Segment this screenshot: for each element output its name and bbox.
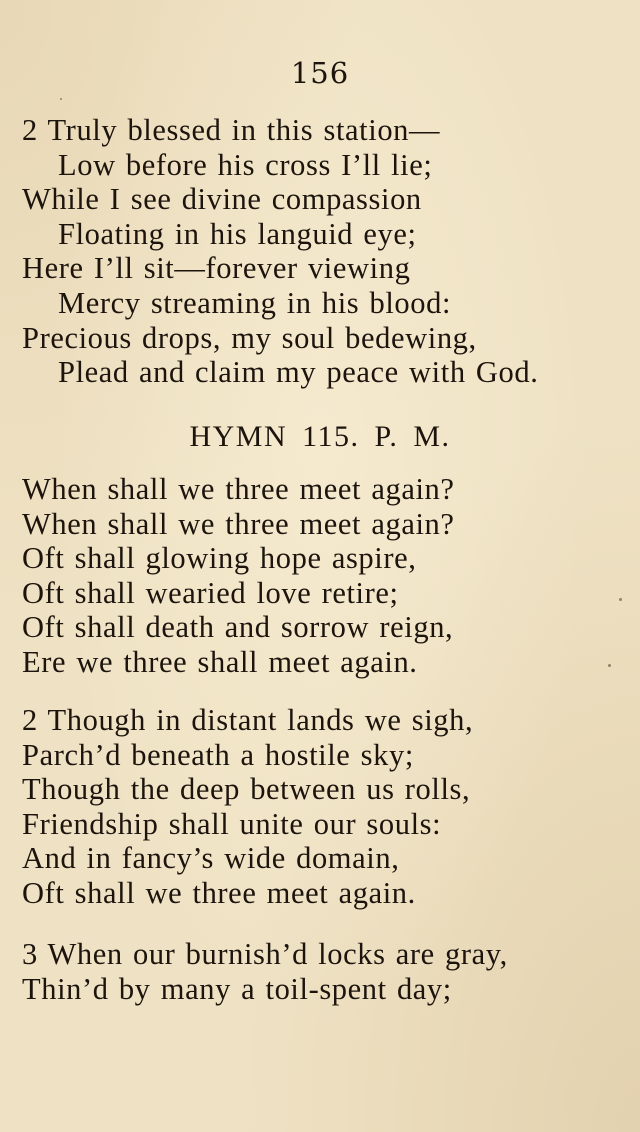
verse-line: Oft shall wearied love retire; (22, 575, 399, 610)
paper-speck (619, 598, 622, 601)
page-number: 156 (290, 56, 350, 90)
verse-line: 2 Though in distant lands we sigh, (22, 703, 474, 737)
verse-line: While I see divine compassion (22, 182, 422, 217)
verse-line: Friendship shall unite our souls: (22, 806, 442, 841)
verse-line: Mercy streaming in his blood: (58, 285, 452, 320)
verse-line: Low before his cross I’ll lie; (58, 147, 433, 182)
verse-line: 3 When our burnish’d locks are gray, (22, 937, 508, 971)
stanza-hymn-115-verse-2 (22, 703, 622, 911)
verse-line: 2 Truly blessed in this station— (22, 113, 441, 147)
paper-speck (60, 98, 62, 100)
verse-line: Oft shall glowing hope aspire, (22, 541, 417, 576)
paper-speck (608, 664, 611, 667)
verse-line: Plead and claim my peace with God. (58, 355, 539, 390)
verse-line: Precious drops, my soul bedewing, (22, 320, 477, 355)
verse-line: When shall we three meet again? (22, 472, 455, 506)
verse-line: Oft shall death and sorrow reign, (22, 610, 454, 645)
verse-line: Thin’d by many a toil-spent day; (22, 971, 452, 1006)
verse-line: Oft shall we three meet again. (22, 875, 416, 910)
verse-line: Floating in his languid eye; (58, 216, 417, 251)
verse-line: Here I’ll sit—forever viewing (22, 251, 411, 286)
stanza-hymn-114-verse-2 (22, 113, 622, 390)
verse-line: Though the deep between us rolls, (22, 772, 471, 807)
stanza-hymn-115-verse-3 (22, 937, 622, 1006)
verse-line: And in fancy’s wide domain, (22, 841, 400, 876)
verse-line: Parch’d beneath a hostile sky; (22, 737, 414, 772)
verse-line: When shall we three meet again? (22, 506, 455, 541)
hymn-title: HYMN 115. P. M. (189, 420, 451, 453)
stanza-hymn-115-verse-1 (22, 472, 622, 680)
verse-line: Ere we three shall meet again. (22, 644, 418, 679)
